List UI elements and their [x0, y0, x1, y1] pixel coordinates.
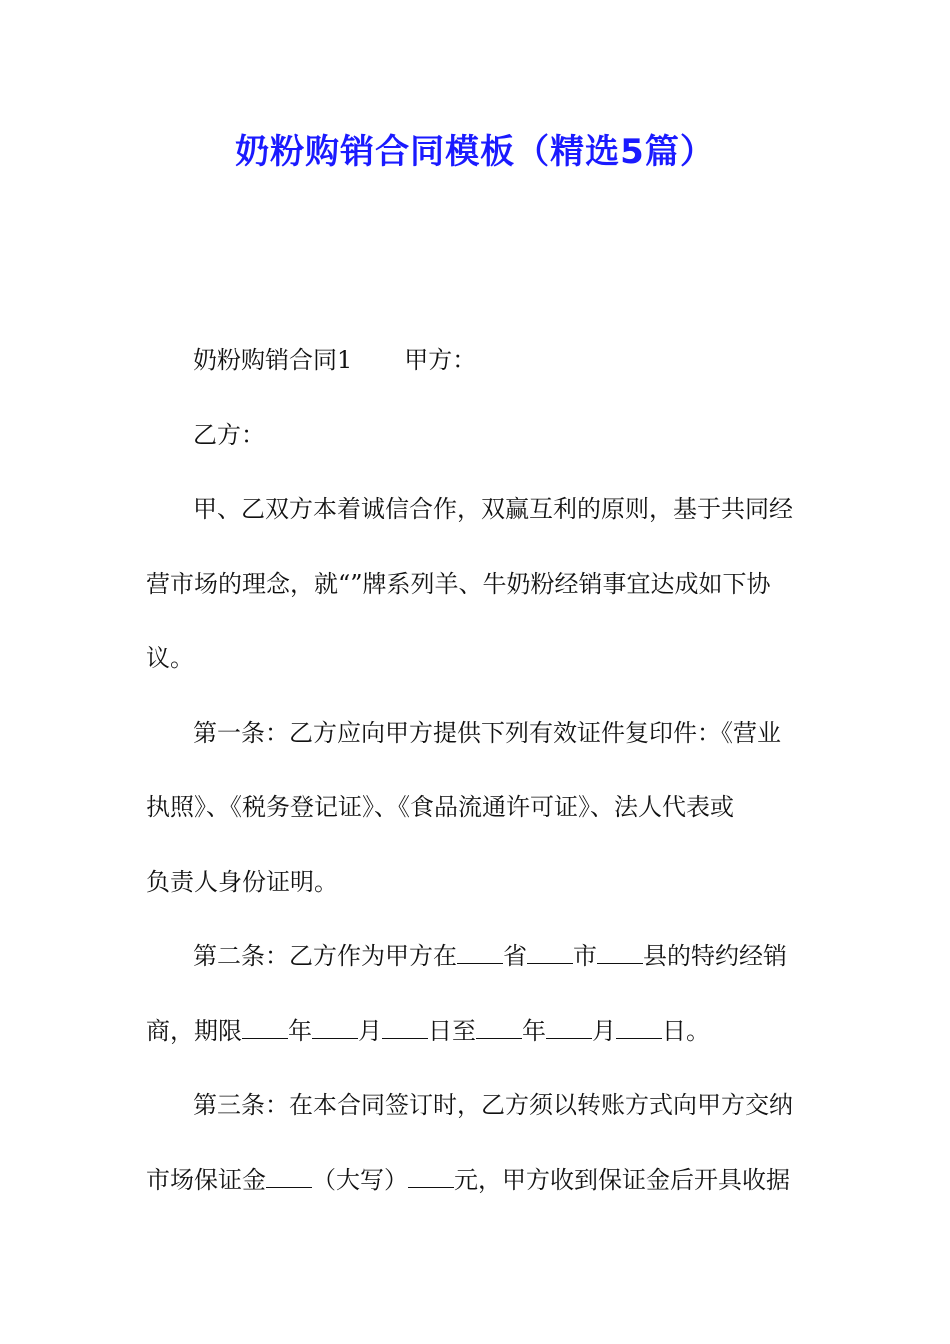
- contract-heading: 奶粉购销合同1: [193, 346, 353, 374]
- fill-blank[interactable]: [457, 937, 503, 964]
- paragraph-line: 议。: [146, 644, 194, 672]
- text-segment: 日。: [662, 1017, 710, 1045]
- fill-blank[interactable]: [312, 1012, 358, 1039]
- text-segment: 月: [358, 1017, 382, 1045]
- text-segment: 市场保证金: [146, 1166, 266, 1194]
- party-b-label: 乙方：: [193, 421, 265, 449]
- text-segment: 第二条：乙方作为甲方在: [193, 942, 457, 970]
- fill-blank[interactable]: [476, 1012, 522, 1039]
- paragraph-line: 第一条：乙方应向甲方提供下列有效证件复印件：《营业: [193, 719, 781, 747]
- text-segment: 市: [573, 942, 597, 970]
- text-segment: 县的特约经销: [643, 942, 787, 970]
- fill-blank[interactable]: [266, 1161, 312, 1188]
- text-segment: 日至: [428, 1017, 476, 1045]
- text-segment: 商，期限: [146, 1017, 242, 1045]
- fill-blank[interactable]: [242, 1012, 288, 1039]
- text-segment: （大写）: [312, 1166, 408, 1194]
- fill-blank[interactable]: [408, 1161, 454, 1188]
- party-a-label: 甲方：: [404, 346, 477, 374]
- contract-heading-line: [193, 340, 476, 380]
- paragraph-line: 甲、乙双方本着诚信合作，双赢互利的原则，基于共同经: [193, 495, 793, 523]
- fill-blank[interactable]: [546, 1012, 592, 1039]
- fill-blank[interactable]: [597, 937, 643, 964]
- paragraph-line: 负责人身份证明。: [146, 868, 338, 896]
- fill-blank[interactable]: [382, 1012, 428, 1039]
- text-segment: 省: [503, 942, 527, 970]
- document-title: 奶粉购销合同模板（精选5篇）: [235, 132, 715, 172]
- text-segment: 年: [288, 1017, 312, 1045]
- clause2-line2: [146, 1011, 710, 1051]
- text-segment: 月: [592, 1017, 616, 1045]
- text-segment: 元，甲方收到保证金后开具收据: [454, 1166, 790, 1194]
- paragraph-line: 营市场的理念，就“”牌系列羊、牛奶粉经销事宜达成如下协: [146, 570, 771, 598]
- text-segment: 年: [522, 1017, 546, 1045]
- clause3-line1: 第三条：在本合同签订时，乙方须以转账方式向甲方交纳: [193, 1091, 793, 1119]
- paragraph-line: 执照》、《税务登记证》、《食品流通许可证》、法人代表或: [146, 793, 734, 821]
- fill-blank[interactable]: [527, 937, 573, 964]
- clause3-line2: [146, 1160, 790, 1200]
- clause2-line1: [193, 936, 787, 976]
- fill-blank[interactable]: [616, 1012, 662, 1039]
